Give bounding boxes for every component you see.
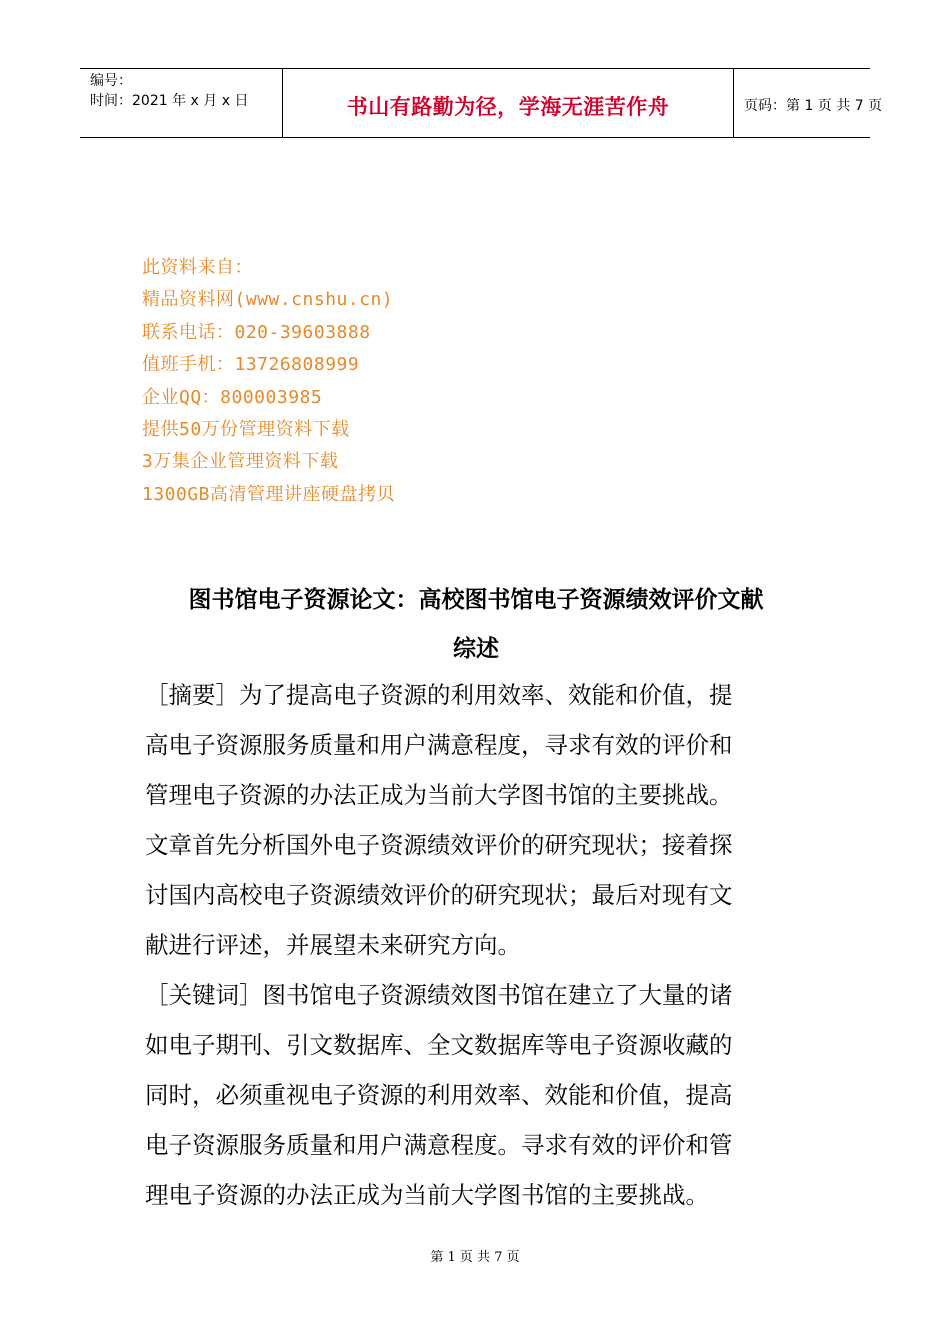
header-motto: 书山有路勤为径，学海无涯苦作舟 [346, 94, 670, 119]
body-line: ［摘要］为了提高电子资源的利用效率、效能和价值，提 [145, 681, 733, 709]
document-title-line-2: 综述 [453, 635, 499, 662]
body-line: 高电子资源服务质量和用户满意程度，寻求有效的评价和 [145, 731, 733, 759]
source-info-line: 提供50万份管理资料下载 [142, 419, 350, 441]
header-page-info: 页码：第 1 页 共 7 页 [744, 98, 883, 114]
body-line: 电子资源服务质量和用户满意程度。寻求有效的评价和管 [145, 1131, 733, 1159]
source-info-line: 精品资料网(www.cnshu.cn) [142, 289, 394, 311]
body-line: 讨国内高校电子资源绩效评价的研究现状；最后对现有文 [145, 881, 733, 909]
body-line: 同时，必须重视电子资源的利用效率、效能和价值，提高 [145, 1081, 733, 1109]
document-date-label: 时间：2021 年 x 月 x 日 [90, 93, 249, 109]
body-line: 管理电子资源的办法正成为当前大学图书馆的主要挑战。 [145, 781, 733, 809]
document-title-line-1: 图书馆电子资源论文：高校图书馆电子资源绩效评价文献 [188, 586, 764, 613]
header-left-cell [80, 69, 283, 137]
source-info-line: 企业QQ：800003985 [142, 386, 323, 408]
body-line: 献进行评述，并展望未来研究方向。 [145, 931, 521, 959]
source-info-line: 此资料来自： [142, 257, 253, 278]
source-info-line: 值班手机：13726808999 [142, 354, 360, 376]
source-info-line: 联系电话：020-39603888 [142, 321, 371, 343]
body-line: 文章首先分析国外电子资源绩效评价的研究现状；接着探 [145, 831, 733, 859]
document-number-label: 编号： [90, 73, 132, 89]
body-line: ［关键词］图书馆电子资源绩效图书馆在建立了大量的诸 [145, 981, 733, 1009]
source-info-block [142, 252, 395, 511]
header-table [80, 68, 883, 138]
body-line: 理电子资源的办法正成为当前大学图书馆的主要挑战。 [145, 1181, 709, 1209]
page-footer: 第 1 页 共 7 页 [430, 1250, 520, 1265]
header-motto-cell [283, 69, 734, 137]
source-info-line: 3万集企业管理资料下载 [142, 451, 339, 473]
source-info-line: 1300GB高清管理讲座硬盘拷贝 [142, 483, 396, 505]
body-line: 如电子期刊、引文数据库、全文数据库等电子资源收藏的 [145, 1031, 733, 1059]
abstract-paragraph [145, 670, 810, 1220]
header-page-cell [734, 69, 883, 137]
